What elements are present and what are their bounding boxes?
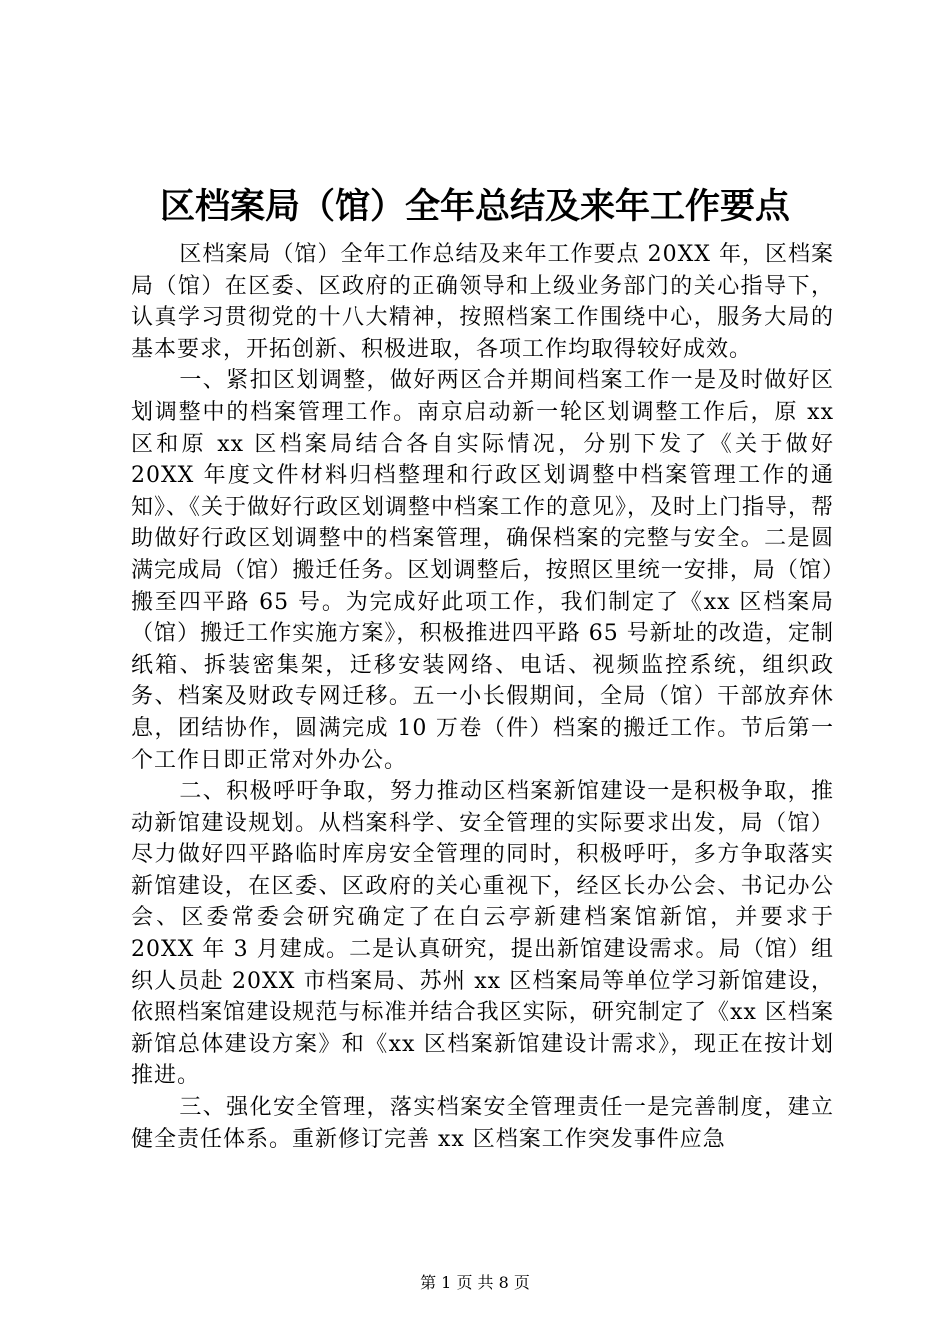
paragraph-section-3: 三、强化安全管理，落实档案安全管理责任一是完善制度，建立健全责任体系。重新修订完善 xx 区档案工作突发事件应急 — [131, 1095, 834, 1152]
page-title: 区档案局（馆）全年总结及来年工作要点 — [159, 186, 790, 227]
page-number-footer: 第 1 页 共 8 页 — [420, 1273, 530, 1292]
paragraph-section-2: 二、积极呼吁争取，努力推动区档案新馆建设一是积极争取，推动新馆建设规划。从档案科学、安全管理的实际要求出发，局（馆）尽力做好四平路临时库房安全管理的同时，积极呼吁，多方争取落实新馆建设，在区委、区政府的关心重视下，经区长办公会、书记办公会、区委常委会研究确定了在白云亭新建档案馆新馆，并要求于 20XX 年 3 月建成。二是认真研究，提出新馆建设需求。局（馆）组织人员赴 20XX 市档案局、苏州 xx 区档案局等单位学习新馆建设，依照档案馆建设规范与标准并结合我区实际，研究制定了《xx 区档案新馆总体建设方案》和《xx 区档案新馆建设计需求》，现正在按计划推进。 — [131, 779, 834, 1089]
paragraph-intro: 区档案局（馆）全年工作总结及来年工作要点 20XX 年，区档案局（馆）在区委、区政府的正确领导和上级业务部门的关心指导下，认真学习贯彻党的十八大精神，按照档案工作围绕中心，服务大局的基本要求，开拓创新、积极进取，各项工作均取得较好成效。 — [131, 242, 834, 362]
paragraph-section-1: 一、紧扣区划调整，做好两区合并期间档案工作一是及时做好区划调整中的档案管理工作。南京启动新一轮区划调整工作后，原 xx 区和原 xx 区档案局结合各自实际情况，分别下发了《关于做好 20XX 年度文件材料归档整理和行政区划调整中档案管理工作的通知》、《关于做好行政区划调整中档案工作的意见》，及时上门指导，帮助做好行政区划调整中的档案管理，确保档案的完整与安全。二是圆满完成局（馆）搬迁任务。区划调整后，按照区里统一安排，局（馆）搬至四平路 65 号。为完成好此项工作，我们制定了《xx 区档案局（馆）搬迁工作实施方案》，积极推进四平路 65 号新址的改造，定制纸箱、拆装密集架，迁移安装网络、电话、视频监控系统，组织政务、档案及财政专网迁移。五一小长假期间，全局（馆）干部放弃休息，团结协作，圆满完成 10 万卷（件）档案的搬迁工作。节后第一个工作日即正常对外办公。 — [131, 368, 835, 773]
document-body — [131, 239, 834, 1155]
